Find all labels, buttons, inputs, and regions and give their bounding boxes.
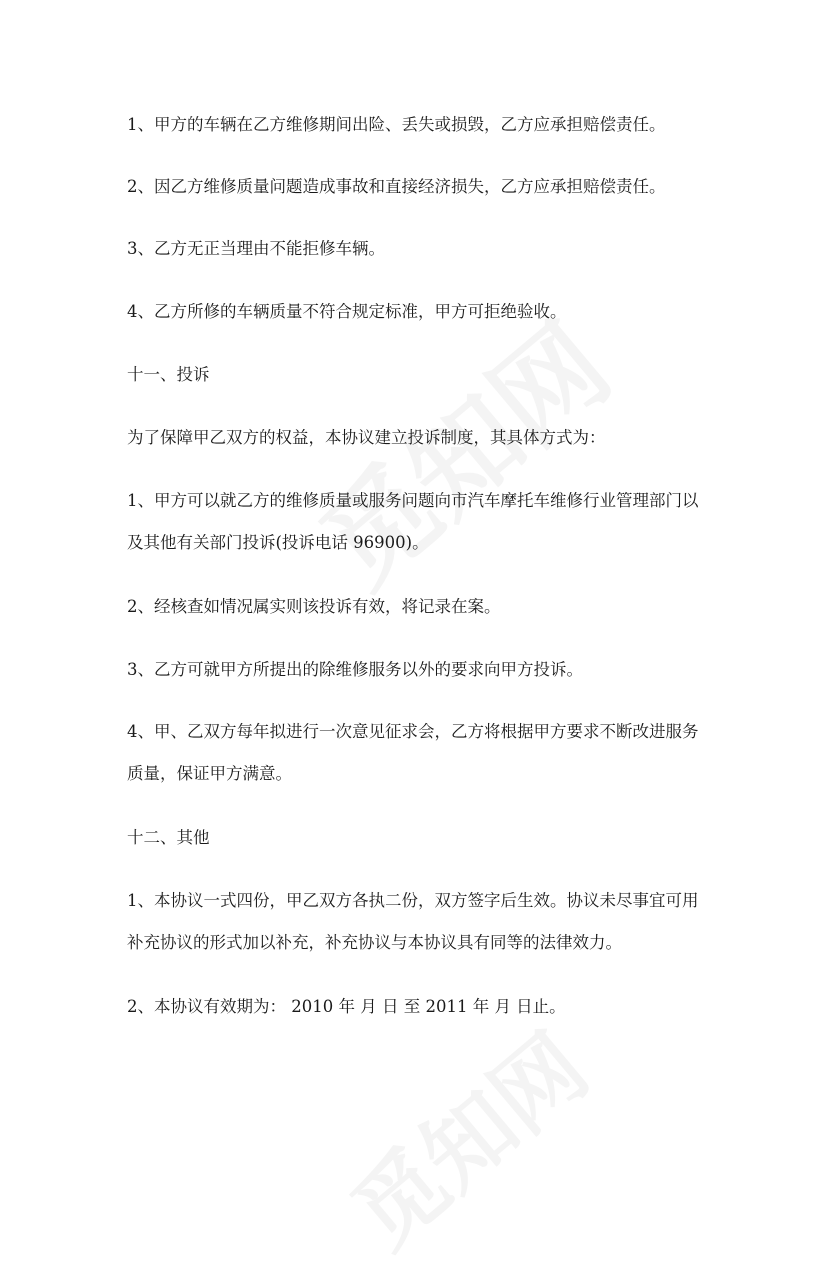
- clause-paragraph: 2、本协议有效期为： 2010 年 月 日 至 2011 年 月 日止。: [127, 997, 566, 1016]
- section-heading: 十一、投诉: [127, 365, 210, 384]
- clause-paragraph: 4、甲、乙双方每年拟进行一次意见征求会，乙方将根据甲方要求不断改进服务质量，保证甲方满意。: [127, 722, 699, 783]
- section-heading: 十二、其他: [127, 828, 210, 847]
- clause-paragraph: 1、甲方的车辆在乙方维修期间出险、丢失或损毁，乙方应承担赔偿责任。: [127, 115, 666, 134]
- clause-paragraph: 1、本协议一式四份，甲乙双方各执二份，双方签字后生效。协议未尽事宜可用补充协议的形式加以补充，补充协议与本协议具有同等的法律效力。: [127, 891, 699, 952]
- clause-paragraph: 2、因乙方维修质量问题造成事故和直接经济损失，乙方应承担赔偿责任。: [127, 177, 666, 196]
- clause-paragraph: 3、乙方可就甲方所提出的除维修服务以外的要求向甲方投诉。: [127, 660, 583, 679]
- clause-paragraph: 1、甲方可以就乙方的维修质量或服务问题向市汽车摩托车维修行业管理部门以及其他有关部门投诉(投诉电话 96900)。: [127, 491, 699, 552]
- watermark: [320, 998, 610, 1271]
- clause-paragraph: 2、经核查如情况属实则该投诉有效，将记录在案。: [127, 597, 501, 616]
- clause-paragraph: 为了保障甲乙双方的权益，本协议建立投诉制度，其具体方式为：: [127, 428, 606, 447]
- clause-paragraph: 3、乙方无正当理由不能拒修车辆。: [127, 239, 385, 258]
- clause-paragraph: 4、乙方所修的车辆质量不符合规定标准，甲方可拒绝验收。: [127, 302, 567, 321]
